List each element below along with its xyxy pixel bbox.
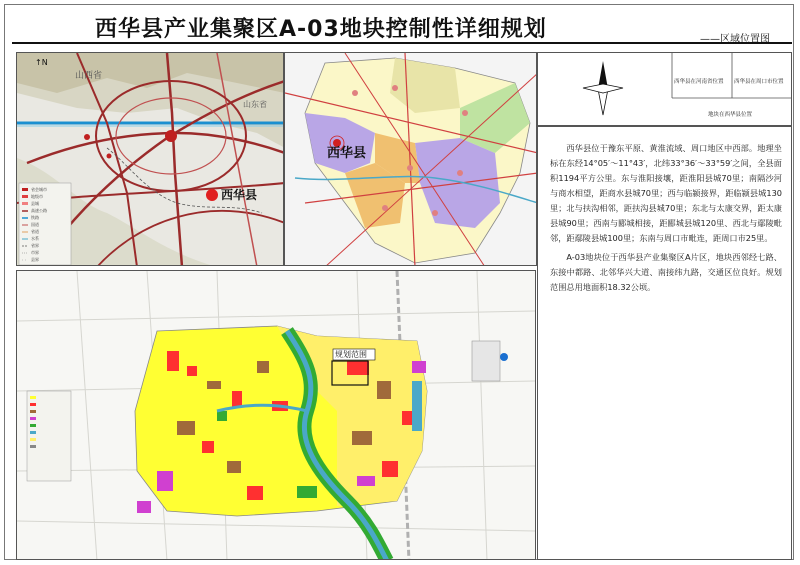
legend-cell-zhoukou: 西华县在周口市位置 — [734, 79, 784, 85]
description-text — [550, 141, 782, 299]
location-legend-table — [537, 52, 792, 126]
page-title: 西华县产业集聚区A-03地块控制性详细规划 — [95, 17, 547, 42]
city-map — [285, 53, 537, 266]
svg-text:省界: 省界 — [31, 243, 39, 248]
regional-map — [17, 53, 284, 266]
svg-text:省道: 省道 — [31, 229, 39, 234]
title-underline — [12, 42, 792, 44]
label-shanxi: 山西省 — [75, 71, 103, 81]
svg-text:高速公路: 高速公路 — [31, 208, 47, 213]
north-arrow-icon — [583, 61, 623, 115]
description-paragraph-2: A-03地块位于西华县产业集聚区A片区，地块西邻经七路、东接中都路、北邻华兴大道、南接纬九路，交通区位良好。规划范围总用地面积18.32公顷。 — [550, 252, 782, 292]
svg-text:市界: 市界 — [31, 250, 39, 255]
landuse-legend — [27, 391, 71, 481]
svg-text:国道: 国道 — [31, 222, 39, 227]
label-xihua-county: 西华县 — [327, 146, 367, 161]
label-shandong: 山东省 — [243, 100, 267, 109]
legend-grid — [538, 53, 792, 126]
regional-map-legend — [19, 183, 71, 265]
xihua-location-point — [206, 189, 218, 201]
location-map-caption: ——区域位置图 — [700, 34, 770, 45]
label-planning-area: 规划范围 — [335, 350, 367, 359]
label-xihua: 西华县 — [221, 188, 258, 202]
regional-map-panel — [16, 52, 284, 266]
legend-cell-henan: 西华县在河南省位置 — [674, 79, 724, 85]
svg-text:省会城市: 省会城市 — [31, 187, 47, 192]
legend-cell-county: 地块在西华县位置 — [708, 112, 753, 118]
north-arrow-icon: ↑N — [35, 58, 48, 67]
county-landuse-map-panel — [16, 270, 536, 560]
svg-text:地级市: 地级市 — [31, 194, 43, 199]
description-panel — [537, 126, 792, 560]
description-paragraph-1: 西华县位于豫东平原、黄淮流域、周口地区中西部。地理坐标在东经14°05′～11°43′，北纬33°36′～33°59′之间，全县面积1194平方公里。东与淮阳接壤，距淮阳县城70里；南隔沙河与商水相望，距商水县城70里；西与临颍接界，距临颍县城130里；北与扶沟相邻，距扶沟县城70里；东北与太康交界，距太康县城90里；西南与郾城相接，距郾城县城120里、西北与鄢陵毗邻，距鄢陵县城100里；东南与周口市毗连，距周口市25里。 — [550, 143, 782, 243]
svg-text:县界: 县界 — [31, 257, 39, 262]
county-landuse-map — [17, 271, 536, 560]
city-map-panel — [284, 52, 537, 266]
svg-text:铁路: 铁路 — [31, 215, 39, 220]
svg-text:县城: 县城 — [31, 201, 39, 206]
svg-text:水系: 水系 — [31, 236, 39, 241]
